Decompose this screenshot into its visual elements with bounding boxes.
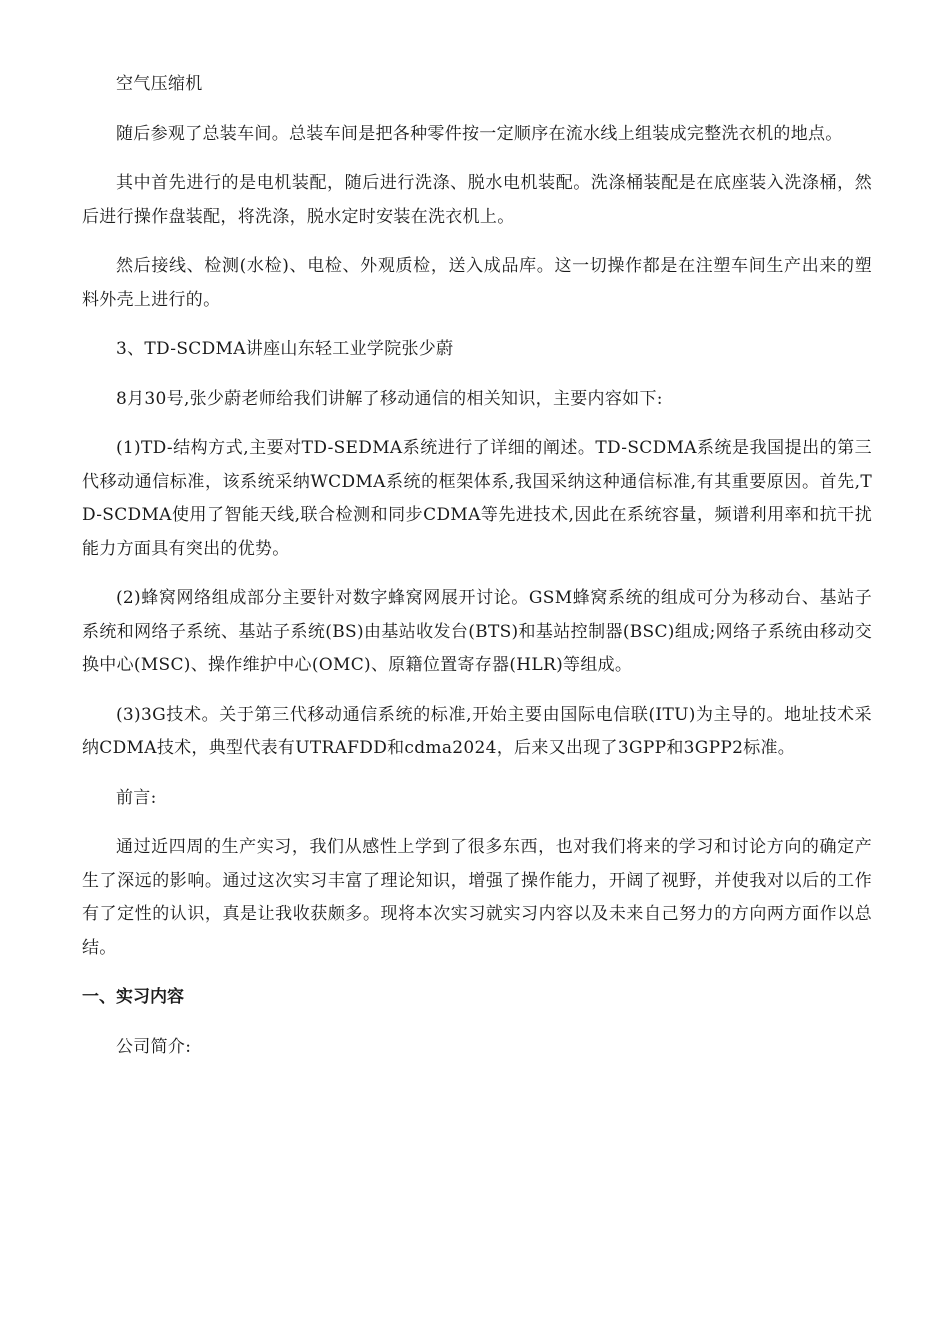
paragraph-preface-label: 前言: [116, 787, 157, 808]
paragraph-air-compressor: 空气压缩机 [116, 74, 203, 94]
paragraph-company-intro-label: 公司简介: [116, 1036, 192, 1057]
document-page [82, 68, 872, 1080]
paragraph-motor-assembly: 其中首先进行的是电机装配，随后进行洗涤、脱水电机装配。洗涤桶装配是在底座装入洗涤桶，然后进行操作盘装配，将洗涤，脱水定时安装在洗衣机上。 [82, 173, 872, 227]
paragraph-preface-body: 通过近四周的生产实习，我们从感性上学到了很多东西，也对我们将来的学习和讨论方向的确定产生了深远的影响。通过这次实习丰富了理论知识，增强了操作能力，开阔了视野，并使我对以后的工作有了定性的认识，真是让我收获颇多。现将本次实习就实习内容以及未来自己努力的方向两方面作以总结。 [82, 837, 872, 958]
paragraph-lecture-intro: 8月30号,张少蔚老师给我们讲解了移动通信的相关知识，主要内容如下: [116, 388, 663, 409]
paragraph-inspection: 然后接线、检测(水检)、电检、外观质检，送入成品库。这一切操作都是在注塑车间生产出来的塑料外壳上进行的。 [82, 256, 872, 310]
paragraph-lecture-title: 3、TD-SCDMA讲座山东轻工业学院张少蔚 [116, 339, 454, 359]
paragraph-assembly-workshop: 随后参观了总装车间。总装车间是把各种零件按一定顺序在流水线上组装成完整洗衣机的地点。 [116, 123, 843, 144]
paragraph-cellular-network: (2)蜂窝网络组成部分主要针对数字蜂窝网展开讨论。GSM蜂窝系统的组成可分为移动台、基站子系统和网络子系统、基站子系统(BS)由基站收发台(BTS)和基站控制器(BSC)组成;网络子系统由移动交换中心(MSC)、操作维护中心(OMC)、原籍位置寄存器(HLR)等组成。 [82, 588, 872, 675]
paragraph-3g-technology: (3)3G技术。关于第三代移动通信系统的标准,开始主要由国际电信联(ITU)为主导的。地址技术采纳CDMA技术，典型代表有UTRAFDD和cdma2024，后来又出现了3GPP和3GPP2标准。 [82, 704, 872, 758]
paragraph-td-structure: (1)TD-结构方式,主要对TD-SEDMA系统进行了详细的阐述。TD-SCDMA系统是我国提出的第三代移动通信标准，该系统采纳WCDMA系统的框架体系,我国采纳这种通信标准,有其重要原因。首先,TD-SCDMA使用了智能天线,联合检测和同步CDMA等先进技术,因此在系统容量，频谱利用率和抗干扰能力方面具有突出的优势。 [82, 438, 872, 559]
section-heading-internship-content: 一、实习内容 [82, 987, 184, 1007]
